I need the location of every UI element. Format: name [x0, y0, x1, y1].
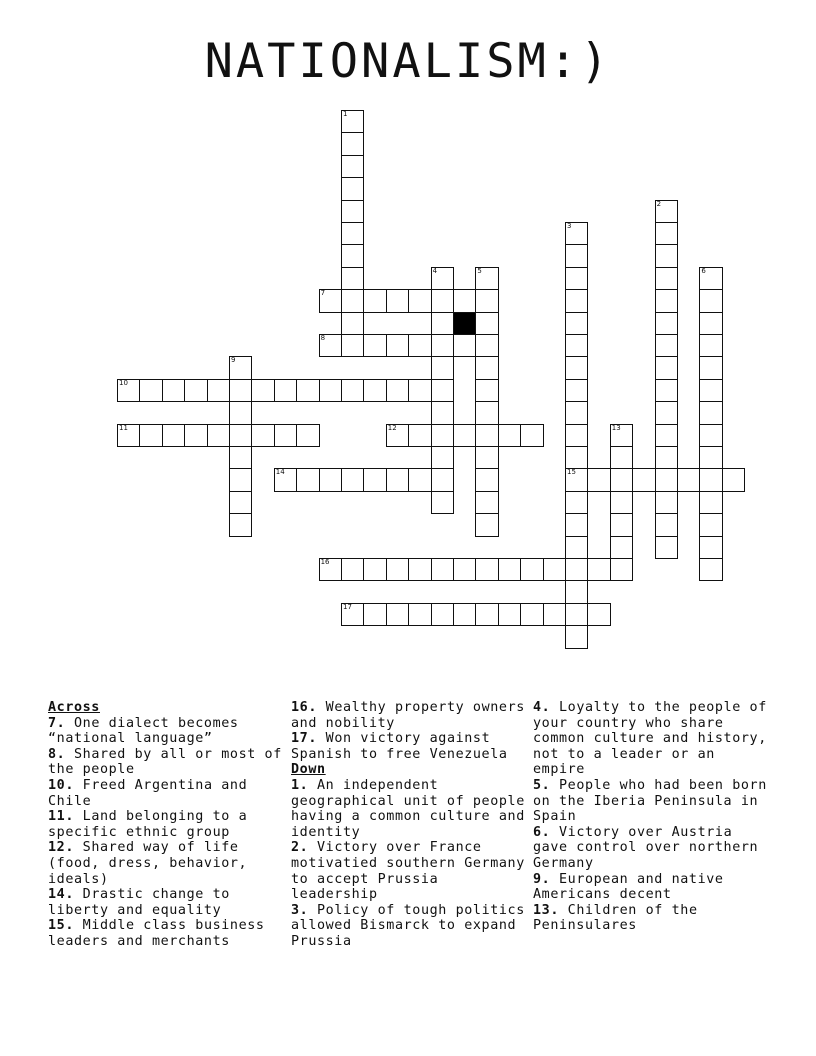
grid-cell[interactable] — [363, 558, 386, 581]
grid-cell[interactable] — [520, 558, 543, 581]
grid-cell[interactable] — [229, 401, 252, 424]
grid-cell[interactable] — [162, 379, 185, 402]
grid-cell[interactable] — [565, 244, 588, 267]
clue-down-13: 13. Children of the Peninsulares — [533, 902, 698, 934]
grid-cell[interactable] — [207, 424, 230, 447]
grid-cell[interactable] — [655, 267, 678, 290]
grid-cell[interactable] — [408, 468, 431, 491]
grid-cell[interactable] — [587, 468, 610, 491]
grid-cell[interactable] — [139, 424, 162, 447]
grid-cell[interactable] — [655, 536, 678, 559]
grid-cell[interactable] — [431, 424, 454, 447]
grid-cell[interactable] — [475, 334, 498, 357]
grid-cell[interactable] — [655, 401, 678, 424]
grid-cell[interactable] — [319, 334, 342, 357]
grid-cell[interactable] — [565, 267, 588, 290]
clue-number: 13 — [611, 423, 621, 432]
grid-cell[interactable] — [386, 334, 409, 357]
grid-cell[interactable] — [587, 558, 610, 581]
grid-cell[interactable] — [341, 334, 364, 357]
grid-cell[interactable] — [363, 468, 386, 491]
grid-cell[interactable] — [296, 379, 319, 402]
grid-cell[interactable] — [229, 379, 252, 402]
grid-cell[interactable] — [274, 468, 297, 491]
grid-cell[interactable] — [184, 379, 207, 402]
down-heading: Down — [291, 762, 326, 778]
grid-cell[interactable] — [386, 289, 409, 312]
grid-cell[interactable] — [341, 155, 364, 178]
grid-cell[interactable] — [453, 603, 476, 626]
clue-number: 10 — [119, 378, 128, 387]
grid-cell[interactable] — [610, 468, 633, 491]
grid-cell[interactable] — [610, 536, 633, 559]
grid-cell[interactable] — [453, 424, 476, 447]
clue-down-4: 4. Loyalty to the people of your country who share common culture and history, not to a leader or an empire — [533, 700, 767, 778]
grid-cell[interactable] — [274, 424, 297, 447]
grid-cell[interactable] — [229, 491, 252, 514]
grid-cell[interactable] — [475, 379, 498, 402]
grid-cell[interactable] — [229, 424, 252, 447]
grid-cell[interactable] — [431, 446, 454, 469]
clue-column-1 — [48, 700, 286, 950]
grid-cell[interactable] — [431, 401, 454, 424]
grid-cell[interactable] — [229, 356, 252, 379]
grid-cell[interactable] — [655, 222, 678, 245]
grid-cell[interactable] — [699, 513, 722, 536]
grid-cell[interactable] — [475, 491, 498, 514]
grid-cell[interactable] — [565, 446, 588, 469]
grid-cell[interactable] — [655, 289, 678, 312]
grid-cell[interactable] — [319, 468, 342, 491]
clue-number: 5 — [477, 266, 482, 275]
grid-cell[interactable] — [341, 267, 364, 290]
grid-cell[interactable] — [184, 424, 207, 447]
clue-across-15: 15. Middle class business leaders and merchants — [48, 918, 265, 949]
grid-cell[interactable] — [408, 334, 431, 357]
clue-across-10: 10. Freed Argentina and Chile — [48, 777, 248, 809]
clue-across-14: 14. Drastic change to liberty and equality — [48, 887, 230, 918]
grid-cell[interactable] — [655, 513, 678, 536]
clue-number: 16 — [320, 558, 330, 566]
grid-cell[interactable] — [587, 603, 610, 626]
grid-cell[interactable] — [341, 222, 364, 245]
clue-down-5: 5. People who had been born on the Iberia Peninsula in Spain — [533, 777, 767, 825]
grid-cell[interactable] — [341, 110, 364, 133]
grid-cell[interactable] — [565, 625, 588, 648]
clue-down-9: 9. European and native Americans decent — [533, 871, 724, 903]
grid-cell[interactable] — [699, 312, 722, 335]
grid-cell[interactable] — [699, 446, 722, 469]
grid-cell[interactable] — [475, 468, 498, 491]
grid-cell[interactable] — [341, 379, 364, 402]
grid-cell[interactable] — [565, 356, 588, 379]
grid-cell[interactable] — [341, 132, 364, 155]
grid-cell[interactable] — [363, 334, 386, 357]
grid-cell[interactable] — [655, 379, 678, 402]
grid-cell[interactable] — [475, 289, 498, 312]
clue-column-2 — [291, 700, 529, 950]
grid-cell[interactable] — [117, 379, 140, 402]
grid-cell[interactable] — [453, 289, 476, 312]
grid-cell[interactable] — [296, 468, 319, 491]
grid-cell[interactable] — [363, 289, 386, 312]
grid-cell[interactable] — [319, 379, 342, 402]
grid-cell[interactable] — [475, 603, 498, 626]
grid-cell[interactable] — [341, 558, 364, 581]
grid-cell[interactable] — [431, 468, 454, 491]
grid-cell[interactable] — [386, 558, 409, 581]
grid-cell[interactable] — [565, 312, 588, 335]
grid-cell[interactable] — [699, 558, 722, 581]
grid-cell[interactable] — [431, 379, 454, 402]
clue-number: 7 — [320, 289, 326, 298]
clue-down-6: 6. Victory over Austria gave control over northern Germany — [533, 824, 759, 871]
grid-cell[interactable] — [475, 513, 498, 536]
grid-cell[interactable] — [341, 468, 364, 491]
grid-cell[interactable] — [207, 379, 230, 402]
grid-cell[interactable] — [408, 289, 431, 312]
grid-cell[interactable] — [699, 267, 722, 290]
grid-cell[interactable] — [543, 558, 566, 581]
grid-cell[interactable] — [431, 289, 454, 312]
grid-cell[interactable] — [699, 356, 722, 379]
clue-across-17: 17. Won victory against Spanish to free Venezuela — [291, 731, 508, 762]
clue-across-12: 12. Shared way of life (food, dress, behavior, ideals) — [48, 840, 248, 887]
grid-cell[interactable] — [655, 200, 678, 223]
clue-down-3: 3. Policy of tough politics allowed Bismarck to expand Prussia — [291, 902, 525, 949]
grid-cell[interactable] — [408, 379, 431, 402]
grid-cell[interactable] — [386, 468, 409, 491]
grid-cell[interactable] — [610, 424, 633, 447]
grid-cell[interactable] — [475, 267, 498, 290]
grid-cell[interactable] — [431, 312, 454, 335]
clue-number: 17 — [343, 602, 352, 611]
clue-number: 12 — [387, 423, 397, 432]
grid-cell[interactable] — [655, 312, 678, 335]
grid-cell[interactable] — [475, 312, 498, 335]
grid-cell[interactable] — [543, 603, 566, 626]
clue-across-8: 8. Shared by all or most of the people — [48, 746, 282, 778]
grid-cell[interactable] — [498, 558, 521, 581]
grid-cell[interactable] — [431, 356, 454, 379]
grid-cell[interactable] — [251, 379, 274, 402]
grid-cell[interactable] — [565, 222, 588, 245]
grid-cell[interactable] — [565, 379, 588, 402]
grid-cell[interactable] — [229, 446, 252, 469]
grid-cell[interactable] — [386, 424, 409, 447]
grid-cell[interactable] — [722, 468, 745, 491]
clue-number: 6 — [701, 266, 706, 275]
grid-cell[interactable] — [699, 401, 722, 424]
grid-cell[interactable] — [229, 513, 252, 536]
clue-number: 8 — [320, 334, 326, 342]
grid-cell[interactable] — [565, 603, 588, 626]
grid-cell[interactable] — [431, 603, 454, 626]
grid-cell[interactable] — [655, 468, 678, 491]
grid-block — [453, 312, 476, 335]
grid-cell[interactable] — [475, 424, 498, 447]
grid-cell[interactable] — [565, 468, 588, 491]
grid-cell[interactable] — [431, 267, 454, 290]
grid-cell[interactable] — [565, 580, 588, 603]
grid-cell[interactable] — [341, 312, 364, 335]
grid-cell[interactable] — [408, 424, 431, 447]
clue-across-7: 7. One dialect becomes “national language” — [48, 715, 239, 747]
grid-cell[interactable] — [699, 424, 722, 447]
grid-cell[interactable] — [386, 379, 409, 402]
grid-cell[interactable] — [386, 603, 409, 626]
grid-cell[interactable] — [363, 379, 386, 402]
grid-cell[interactable] — [341, 244, 364, 267]
grid-cell[interactable] — [655, 491, 678, 514]
grid-cell[interactable] — [610, 558, 633, 581]
grid-cell[interactable] — [341, 177, 364, 200]
grid-cell[interactable] — [699, 536, 722, 559]
grid-cell[interactable] — [520, 424, 543, 447]
grid-cell[interactable] — [408, 603, 431, 626]
grid-cell[interactable] — [117, 424, 140, 447]
across-heading: Across — [48, 700, 100, 715]
clue-number: 2 — [656, 199, 662, 208]
grid-cell[interactable] — [565, 424, 588, 447]
grid-cell[interactable] — [341, 603, 364, 626]
grid-cell[interactable] — [699, 491, 722, 514]
grid-cell[interactable] — [699, 379, 722, 402]
grid-cell[interactable] — [363, 603, 386, 626]
grid-cell[interactable] — [319, 558, 342, 581]
clue-number: 14 — [275, 468, 285, 477]
grid-cell[interactable] — [520, 603, 543, 626]
grid-cell[interactable] — [475, 401, 498, 424]
grid-cell[interactable] — [408, 558, 431, 581]
grid-cell[interactable] — [162, 424, 185, 447]
grid-cell[interactable] — [565, 289, 588, 312]
clue-number: 1 — [343, 110, 348, 118]
grid-cell[interactable] — [453, 334, 476, 357]
clue-number: 9 — [231, 356, 236, 365]
grid-cell[interactable] — [699, 468, 722, 491]
grid-cell[interactable] — [431, 334, 454, 357]
grid-cell[interactable] — [475, 446, 498, 469]
grid-cell[interactable] — [341, 200, 364, 223]
clue-number: 15 — [567, 468, 576, 477]
grid-cell[interactable] — [699, 334, 722, 357]
grid-cell[interactable] — [274, 379, 297, 402]
grid-cell[interactable] — [319, 289, 342, 312]
clue-number: 11 — [119, 423, 128, 432]
grid-cell[interactable] — [565, 558, 588, 581]
grid-cell[interactable] — [610, 491, 633, 514]
grid-cell[interactable] — [610, 446, 633, 469]
page-title: NATIONALISM:) — [204, 34, 612, 89]
grid-cell[interactable] — [565, 491, 588, 514]
grid-cell[interactable] — [341, 289, 364, 312]
grid-cell[interactable] — [139, 379, 162, 402]
grid-cell[interactable] — [475, 558, 498, 581]
grid-cell[interactable] — [610, 513, 633, 536]
clue-across-16: 16. Wealthy property owners and nobility — [291, 700, 525, 731]
clue-column-3 — [533, 700, 771, 934]
grid-cell[interactable] — [251, 424, 274, 447]
grid-cell[interactable] — [453, 558, 476, 581]
grid-cell[interactable] — [655, 334, 678, 357]
grid-cell[interactable] — [565, 513, 588, 536]
grid-cell[interactable] — [655, 446, 678, 469]
grid-cell[interactable] — [565, 401, 588, 424]
grid-cell[interactable] — [632, 468, 655, 491]
clue-down-2: 2. Victory over France motivatied southern Germany to accept Prussia leadership — [291, 840, 525, 903]
grid-cell[interactable] — [565, 536, 588, 559]
grid-cell[interactable] — [296, 424, 319, 447]
clue-number: 3 — [567, 222, 572, 230]
grid-cell[interactable] — [565, 334, 588, 357]
grid-cell[interactable] — [655, 424, 678, 447]
grid-cell[interactable] — [475, 356, 498, 379]
grid-cell[interactable] — [229, 468, 252, 491]
grid-cell[interactable] — [431, 491, 454, 514]
grid-cell[interactable] — [699, 289, 722, 312]
grid-cell[interactable] — [655, 244, 678, 267]
grid-cell[interactable] — [498, 603, 521, 626]
grid-cell[interactable] — [677, 468, 700, 491]
clue-down-1: 1. An independent geographical unit of people having a common culture and identity — [291, 777, 525, 840]
clue-number: 4 — [432, 266, 438, 275]
clue-across-11: 11. Land belonging to a specific ethnic group — [48, 809, 248, 840]
grid-cell[interactable] — [498, 424, 521, 447]
grid-cell[interactable] — [431, 558, 454, 581]
grid-cell[interactable] — [655, 356, 678, 379]
